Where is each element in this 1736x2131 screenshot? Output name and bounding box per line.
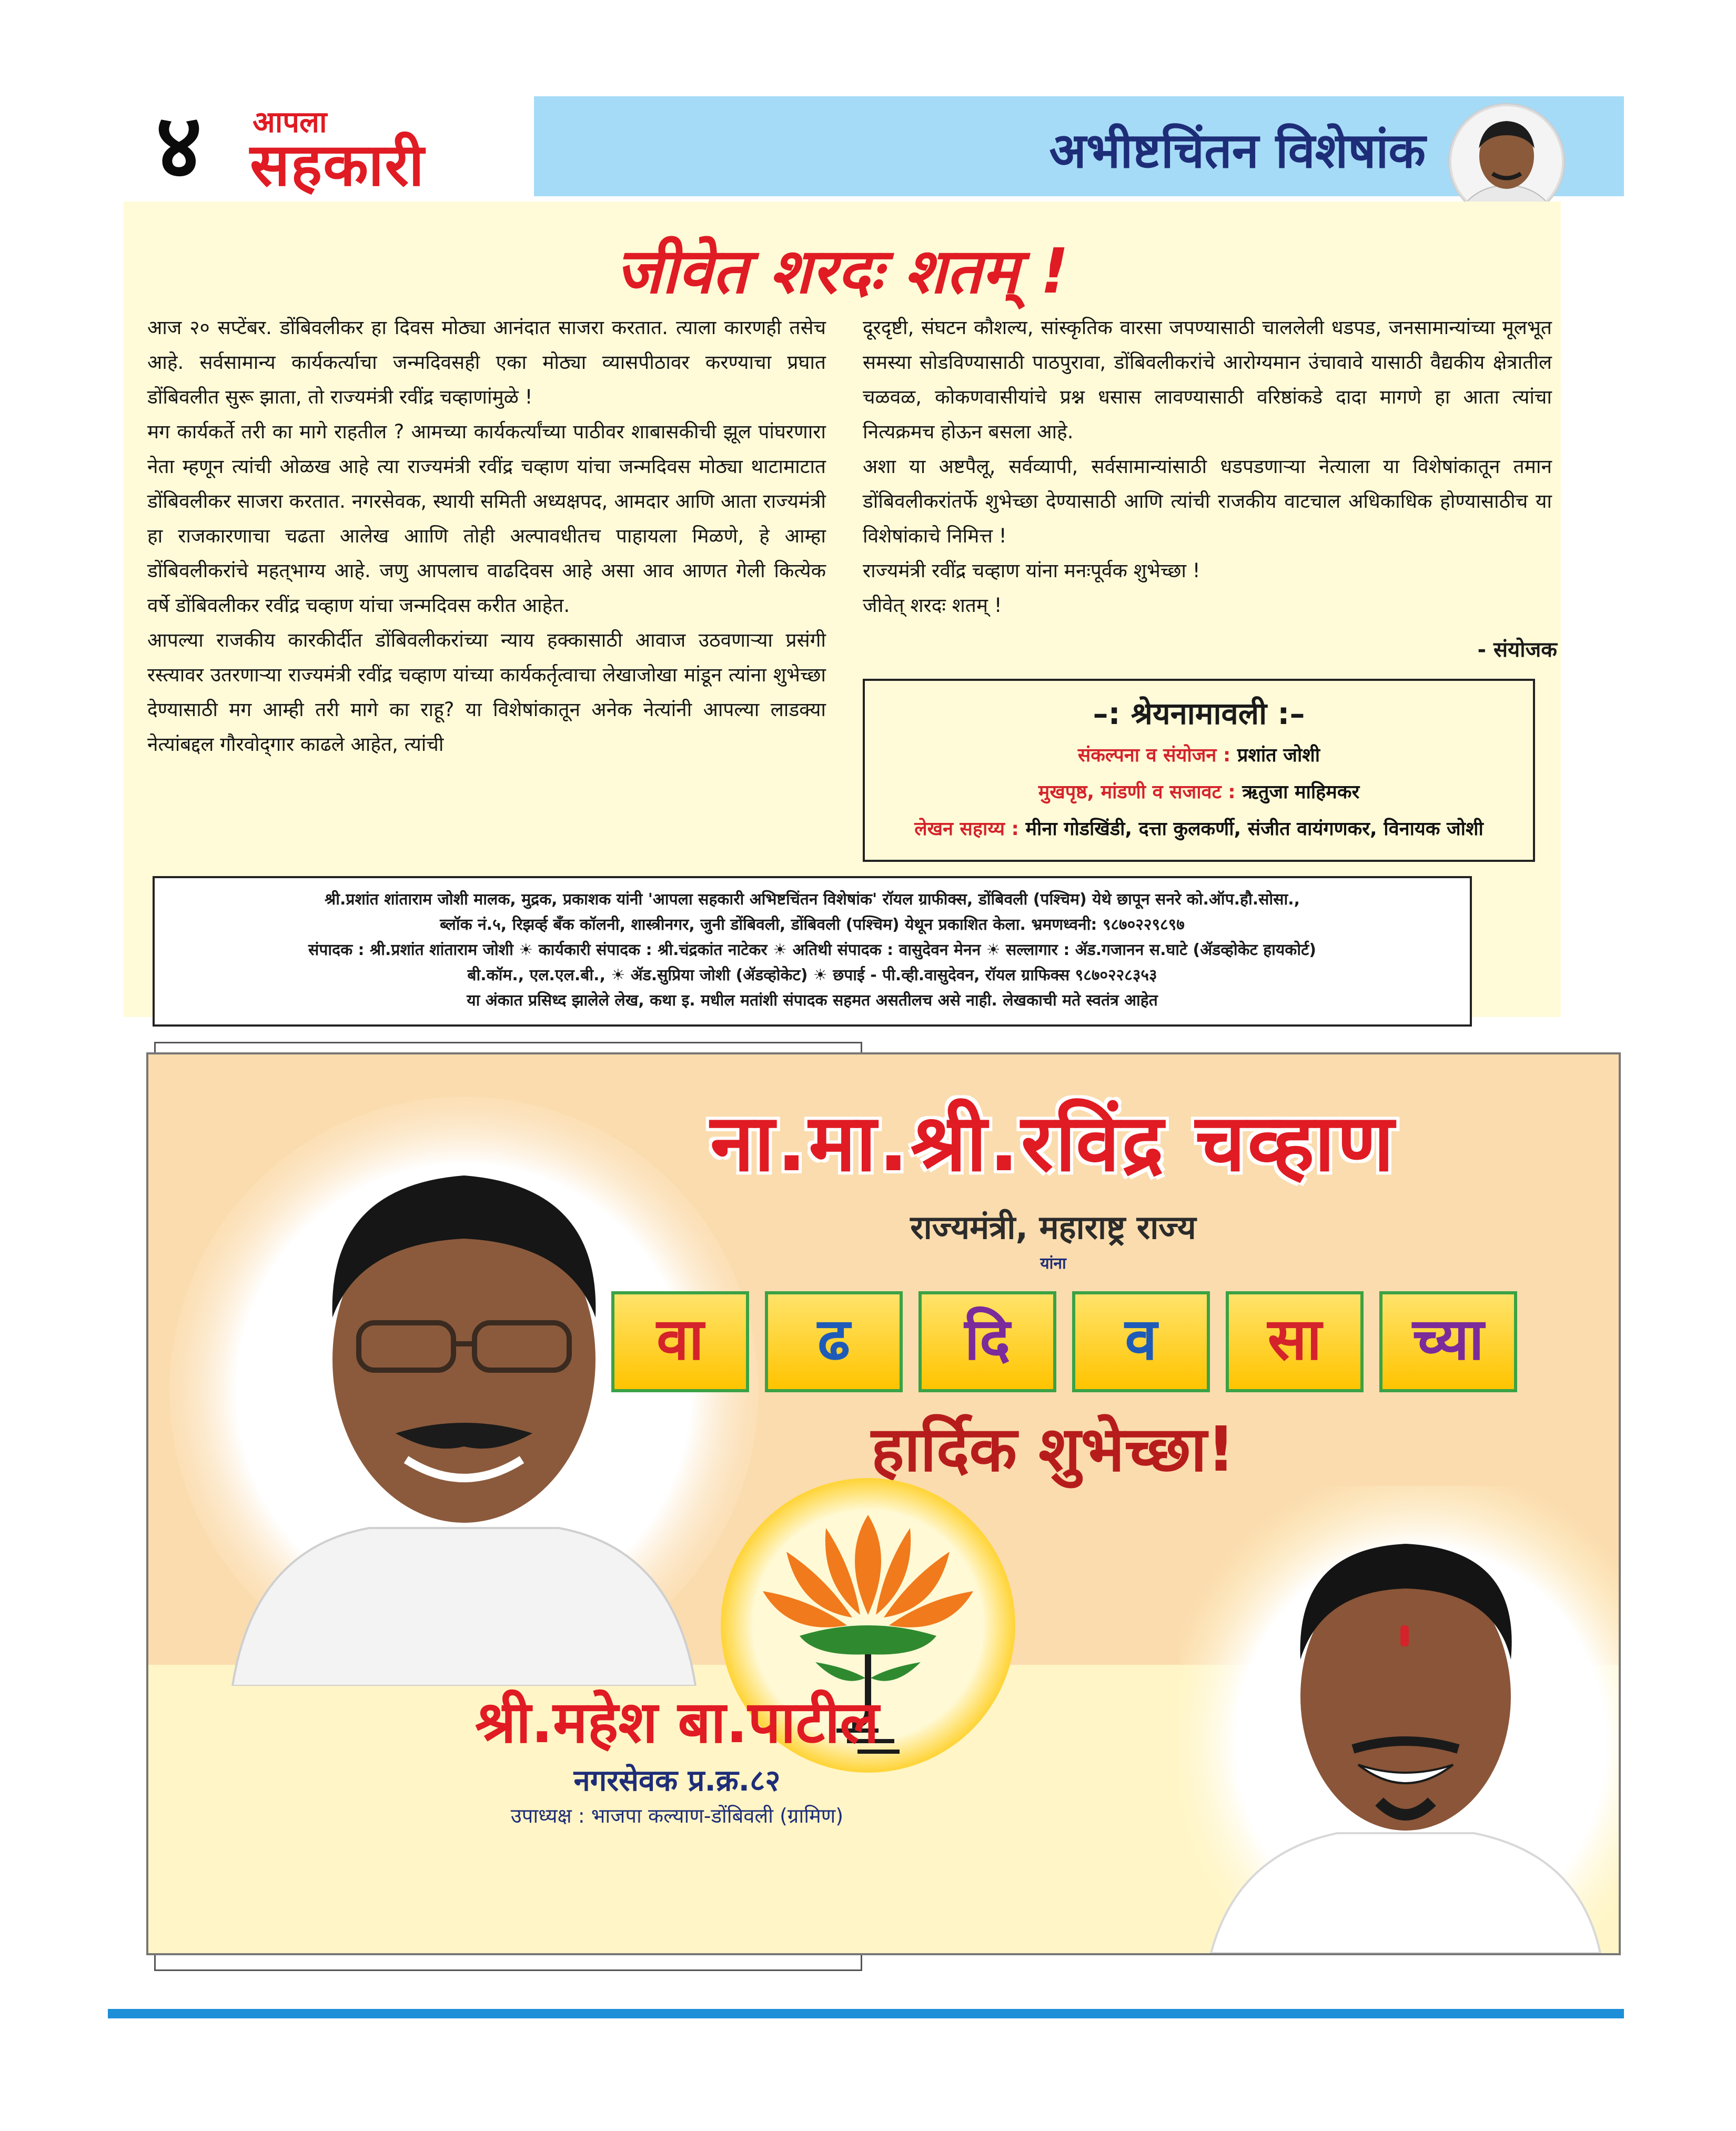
section-title: अभीष्टचिंतन विशेषांक: [1049, 123, 1426, 179]
credits-title: –: श्रेयनामावली :–: [1093, 696, 1305, 731]
article-headline: जीवेत शरदः शतम् !: [615, 235, 1069, 307]
credit-label: संकल्पना व संयोजन :: [1077, 745, 1231, 766]
page-number: ४: [155, 94, 203, 198]
portrait-icon: [1451, 106, 1562, 217]
credits-box: [863, 679, 1535, 862]
birthday-tile: ढ: [765, 1291, 903, 1392]
article-paragraph: दूरदृष्टी, संघटन कौशल्य, सांस्कृतिक वारसा जपण्यासाठी चाललेली धडपड, जनसामान्यांच्या मूलभूत समस्या सोडविण्यासाठी पाठपुरावा, डोंबिवलीकरांचे आरोग्यमान उंचावावे यासाठी वैद्यकीय क्षेत्रातील चळवळ, कोकणवासीयांचे प्रश्न धसास लावण्यासाठी वरिष्ठांकडे दादा मागणे हा आता त्यांचा नित्यक्रमच होऊन बसला आहे.: [863, 316, 1552, 443]
credit-value: ऋतुजा माहिमकर: [1242, 781, 1360, 803]
article-column-right: [863, 310, 1552, 623]
sender-photo: [1179, 1486, 1619, 1953]
brand-small: आपला: [253, 105, 327, 139]
greeting-text: हार्दिक शुभेच्छा!: [871, 1413, 1235, 1485]
birthday-tile: व: [1072, 1291, 1210, 1392]
birthday-tile: च्या: [1379, 1291, 1517, 1392]
article-paragraph: अशा या अष्टपैलू, सर्वव्यापी, सर्वसामान्यांसाठी धडपडणाऱ्या नेत्याला या विशेषांकातून तमान डोंबिवलीकरांतर्फे शुभेच्छा देण्यासाठी आणि त्यांची राजकीय वाटचाल अधिकाधिक होण्यासाठीच या विशेषांकाचे निमित्त !: [863, 455, 1552, 547]
imprint-line: ब्लॉक नं.५, रिझर्व्ह बँक कॉलनी, शास्त्रीनगर, जुनी डोंबिवली, डोंबिवली (पश्चिम) येथून प्रकाशित केला. भ्रमणध्वनी: ९८७०२२९८९७: [440, 916, 1185, 934]
article-paragraph: आज २० सप्टेंबर. डोंबिवलीकर हा दिवस मोठ्या आनंदात साजरा करतात. त्याला कारणही तसेच आहे. सर्वसामान्य कार्यकर्त्याचा जन्मदिवसही एका मोठ्या व्यासपीठावर करण्याचा प्रघात डोंबिवलीत सुरू झाता, तो राज्यमंत्री रवींद्र चव्हाणांमुळे !: [147, 316, 826, 408]
article-column-left: [147, 310, 826, 762]
imprint-line: बी.कॉम., एल.एल.बी., ☀ ॲड.सुप्रिया जोशी (ॲडव्होकेट) ☀ छपाई - पी.व्ही.वासुदेवन, रॉयल ग्राफिक्स ९८७०२२८३५३: [467, 966, 1157, 984]
birthday-ad: [146, 1052, 1621, 1955]
credit-value: प्रशांत जोशी: [1237, 745, 1320, 766]
ad-leader-name: ना.मा.श्री.रविंद्र चव्हाण: [710, 1098, 1396, 1189]
imprint-box: [153, 876, 1472, 1027]
credit-row: [865, 741, 1533, 767]
brand-name: सहकारी: [250, 131, 426, 199]
sender-role: नगरसेवक प्र.क्र.८२: [573, 1764, 781, 1798]
credit-label: मुखपृष्ठ, मांडणी व सजावट :: [1038, 781, 1236, 803]
imprint-line: संपादक : श्री.प्रशांत शांताराम जोशी ☀ कार्यकारी संपादक : श्री.चंद्रकांत नाटेकर ☀ अतिथी संपादक : वासुदेवन मेनन ☀ सल्लागार : ॲड.गजानन स.घाटे (ॲडव्होकेट हायकोर्ट): [308, 941, 1316, 959]
portrait-icon: [1179, 1486, 1619, 1953]
footer-rule: [108, 2009, 1624, 2018]
imprint-line: या अंकात प्रसिध्द झालेले लेख, कथा इ. मधील मतांशी संपादक सहमत असतीलच असे नाही. लेखकाची मते स्वतंत्र आहेत: [467, 991, 1158, 1010]
credit-row: [865, 815, 1533, 841]
credit-row: [865, 778, 1533, 804]
sender-subtitle: उपाध्यक्ष : भाजपा कल्याण-डोंबिवली (ग्रामिण): [510, 1804, 844, 1827]
article-signature: - संयोजक: [1477, 638, 1557, 662]
ad-to-text: यांना: [1040, 1254, 1066, 1273]
ad-leader-post: राज्यमंत्री, महाराष्ट्र राज्य: [910, 1208, 1196, 1247]
credit-value: मीना गोडखिंडी, दत्ता कुलकर्णी, संजीत वायंगणकर, विनायक जोशी: [1025, 818, 1483, 840]
birthday-tile: वा: [611, 1291, 749, 1392]
article-paragraph: मग कार्यकर्ते तरी का मागे राहतील ? आमच्या कार्यकर्त्यांच्या पाठीवर शाबासकीची झूल पांघरणारा नेता म्हणून त्यांची ओळख आहे त्या राज्यमंत्री रवींद्र चव्हाण यांचा जन्मदिवस मोठ्या थाटामाटात डोंबिवलीकर साजरा करतात. नगरसेवक, स्थायी समिती अध्यक्षपद, आमदार आणि आता राज्यमंत्री हा राजकारणाचा चढता आलेख आाणि तोही अल्पावधीतच पाहायला मिळणे, हे आम्हा डोंबिवलीकरांचे महत्‌भाग्य आहे. जणु आपलाच वाढदिवस आहे असा आव आणत गेली कित्येक वर्षे डोंबिवलीकर रवींद्र चव्हाण यांचा जन्मदिवस करीत आहेत.: [147, 420, 826, 617]
sender-name: श्री.महेश बा.पाटील: [475, 1688, 879, 1756]
imprint-line: श्री.प्रशांत शांताराम जोशी मालक, मुद्रक, प्रकाशक यांनी 'आपला सहकारी अभिष्टचिंतन विशेषांक' रॉयल ग्राफीक्स, डोंबिवली (पश्चिम) येथे छापून सनरे को.ऑप.हौ.सोसा.,: [324, 890, 1300, 909]
birthday-tiles: [611, 1291, 1516, 1391]
article-paragraph: जीवेत् शरदः शतम् !: [863, 594, 1002, 617]
article-paragraph: राज्यमंत्री रवींद्र चव्हाण यांना मनःपूर्वक शुभेच्छा !: [863, 559, 1200, 582]
birthday-tile: सा: [1226, 1291, 1364, 1392]
article-paragraph: आपल्या राजकीय कारकीर्दीत डोंबिवलीकरांच्या न्याय हक्कासाठी आवाज उठवणाऱ्या प्रसंगी रस्त्यावर उतरणाऱ्या राज्यमंत्री रवींद्र चव्हाण यांच्या कार्यकर्तृत्वाचा लेखाजोखा मांडून त्यांना शुभेच्छा देण्यासाठी मग आम्ही तरी मागे का राहू? या विशेषांकातून अनेक नेत्यांनी आपल्या लाडक्या नेत्यांबद्दल गौरवोद्‌गार काढले आहेत, त्यांची: [147, 629, 826, 756]
credit-label: लेखन सहाय्य :: [914, 818, 1019, 840]
birthday-tile: दि: [919, 1291, 1056, 1392]
